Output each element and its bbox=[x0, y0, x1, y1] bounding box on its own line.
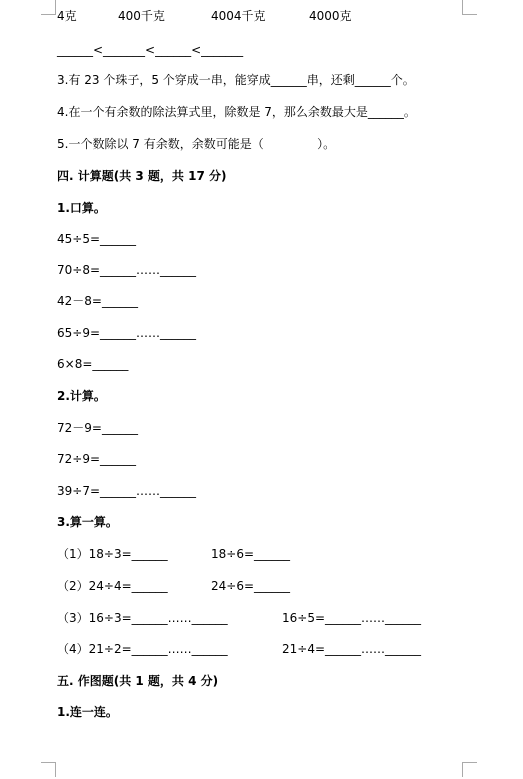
section-5-heading: 五. 作图题(共 1 题，共 4 分) bbox=[57, 674, 219, 688]
weight-option-4004kg: 4004千克 bbox=[211, 9, 266, 23]
page-corner-mark-top-right bbox=[462, 0, 477, 15]
suan-problem-left: （2）24÷4=______ bbox=[57, 579, 168, 593]
suan-problem-left: （1）18÷3=______ bbox=[57, 547, 168, 561]
oral-problem: 6×8=______ bbox=[57, 357, 129, 371]
suan-problem-right: 24÷6=______ bbox=[211, 579, 291, 593]
sub-question-2-calc: 2.计算。 bbox=[57, 389, 106, 403]
oral-problem: 42－8=______ bbox=[57, 294, 138, 308]
question-3: 3.有 23 个珠子，5 个穿成一串，能穿成______串，还剩______个。 bbox=[57, 73, 415, 87]
weight-option-4000g: 4000克 bbox=[309, 9, 352, 23]
question-4: 4.在一个有余数的除法算式里，除数是 7，那么余数最大是______。 bbox=[57, 105, 416, 119]
calc-problem: 39÷7=______……______ bbox=[57, 484, 197, 498]
ordering-blanks: ______<_______<______<_______ bbox=[57, 43, 244, 57]
suan-problem-left: （3）16÷3=______……______ bbox=[57, 611, 228, 625]
sub-question-1-connect: 1.连一连。 bbox=[57, 705, 118, 719]
page-corner-mark-bottom-right bbox=[462, 762, 477, 777]
suan-problem-right: 21÷4=______……______ bbox=[282, 642, 422, 656]
weight-option-400kg: 400千克 bbox=[118, 9, 165, 23]
page-corner-mark-bottom-left bbox=[41, 762, 56, 777]
suan-problem-right: 18÷6=______ bbox=[211, 547, 291, 561]
calc-problem: 72÷9=______ bbox=[57, 452, 137, 466]
oral-problem: 65÷9=______……______ bbox=[57, 326, 197, 340]
calc-problem: 72－9=______ bbox=[57, 421, 138, 435]
question-5: 5.一个数除以 7 有余数，余数可能是（ ）。 bbox=[57, 137, 336, 151]
oral-problem: 45÷5=______ bbox=[57, 232, 137, 246]
sub-question-1-oral: 1.口算。 bbox=[57, 201, 106, 215]
page-corner-mark-top-left bbox=[41, 0, 56, 15]
suan-problem-left: （4）21÷2=______……______ bbox=[57, 642, 228, 656]
suan-problem-right: 16÷5=______……______ bbox=[282, 611, 422, 625]
sub-question-3-suan: 3.算一算。 bbox=[57, 515, 118, 529]
oral-problem: 70÷8=______……______ bbox=[57, 263, 197, 277]
section-4-heading: 四. 计算题(共 3 题，共 17 分) bbox=[57, 169, 227, 183]
weight-option-4g: 4克 bbox=[57, 9, 77, 23]
